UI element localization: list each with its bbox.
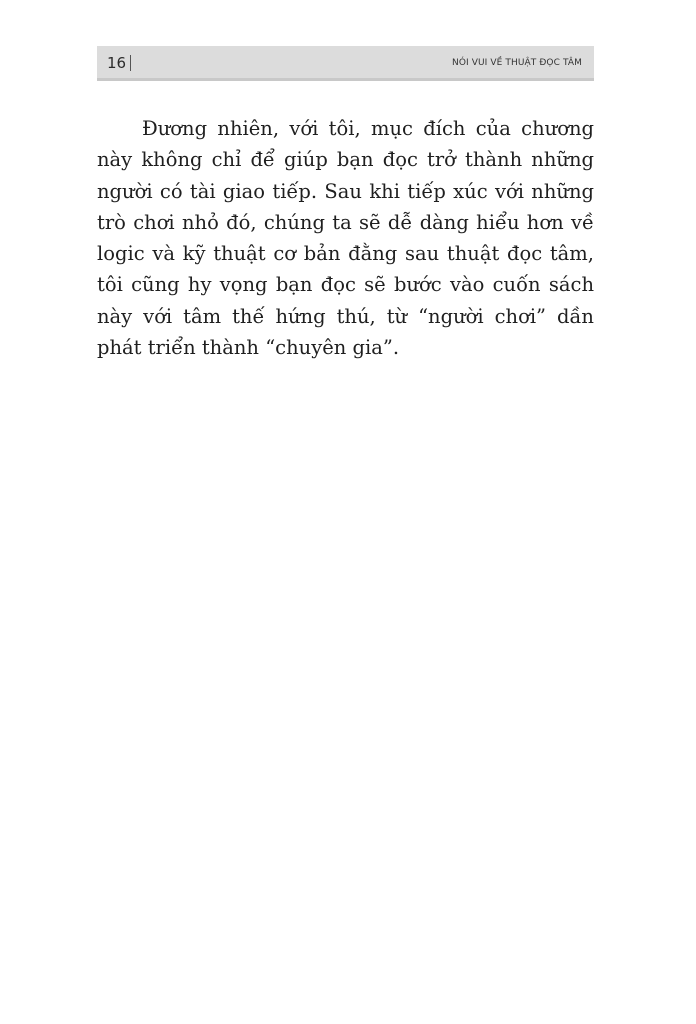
running-header bbox=[97, 46, 594, 81]
body-paragraph: Đương nhiên, với tôi, mục đích của chương này không chỉ để giúp bạn đọc trở thành những người có tài giao tiếp. Sau khi tiếp xúc với những trò chơi nhỏ đó, chúng ta sẽ dễ dàng hiểu hơn về logic và kỹ thuật cơ bản đằng sau thuật đọc tâm, tôi cũng hy vọng bạn đọc sẽ bước vào cuốn sách này với tâm thế hứng thú, từ “người chơi” dần phát triển thành “chuyên gia”. bbox=[97, 117, 594, 360]
header-divider bbox=[130, 55, 131, 71]
running-title: NÓI VUI VỀ THUẬT ĐỌC TÂM bbox=[452, 58, 582, 68]
page-number: 16 bbox=[107, 54, 127, 72]
